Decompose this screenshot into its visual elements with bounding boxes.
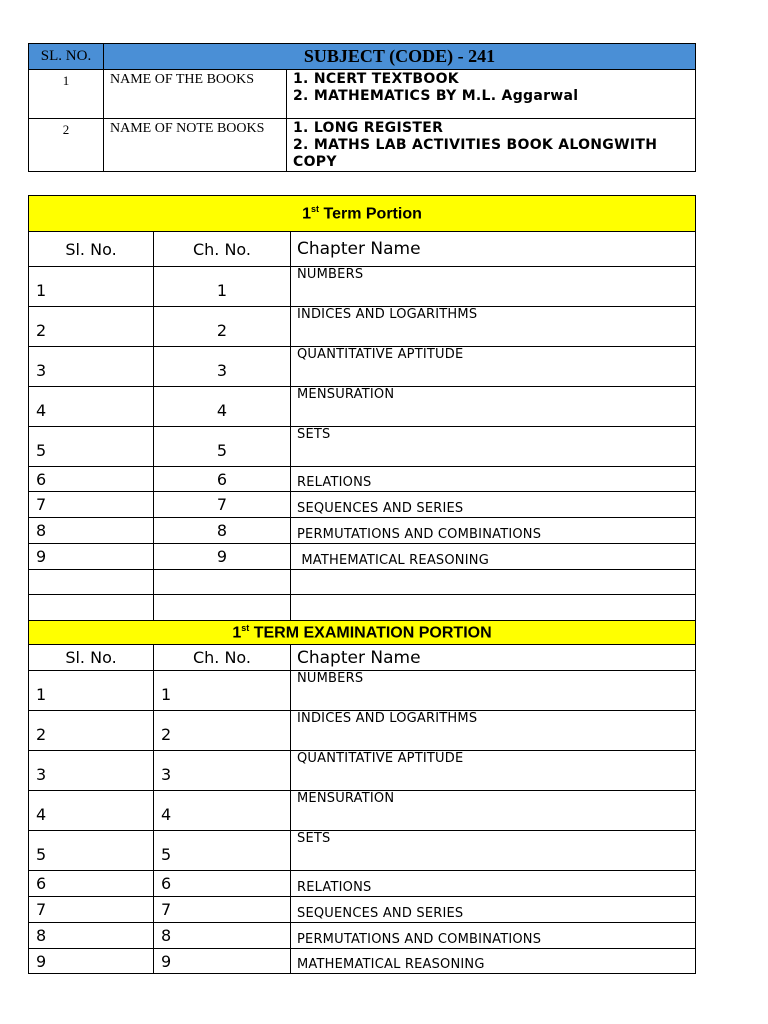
col-sl-no: Sl. No.	[29, 645, 154, 671]
table-row	[29, 949, 696, 974]
books-row-label: NAME OF THE BOOKS	[104, 70, 287, 119]
sl-no-cell: 7	[29, 492, 154, 518]
ch-no-cell: 5	[154, 427, 291, 467]
sl-no-cell: 8	[29, 923, 154, 949]
table-row	[29, 492, 696, 518]
ch-no-cell: 4	[154, 791, 291, 831]
ch-no-cell: 2	[154, 711, 291, 751]
chapter-name-cell: MENSURATION	[291, 387, 696, 427]
chapter-name-cell: SEQUENCES AND SERIES	[291, 897, 696, 923]
sl-no-cell: 8	[29, 518, 154, 544]
sl-no-cell: 9	[29, 949, 154, 974]
table-row	[29, 871, 696, 897]
ch-no-cell: 2	[154, 307, 291, 347]
chapter-name-cell: INDICES AND LOGARITHMS	[291, 307, 696, 347]
sl-no-cell: 5	[29, 831, 154, 871]
ch-no-cell: 3	[154, 347, 291, 387]
sl-no-cell: 4	[29, 387, 154, 427]
sl-no-cell: 3	[29, 347, 154, 387]
exam-portion-table	[28, 620, 696, 974]
ch-no-cell: 7	[154, 897, 291, 923]
sl-no-cell: 6	[29, 467, 154, 492]
sl-no-cell: 3	[29, 751, 154, 791]
table-row	[29, 544, 696, 570]
table-row	[29, 518, 696, 544]
ch-no-cell: 1	[154, 267, 291, 307]
exam-portion-column-header	[29, 645, 696, 671]
header-subject-code: SUBJECT (CODE) - 241	[104, 44, 696, 70]
sl-no-cell: 5	[29, 427, 154, 467]
books-row	[29, 119, 696, 172]
empty-row	[29, 570, 696, 595]
table-row	[29, 347, 696, 387]
table-row	[29, 897, 696, 923]
book-item: 1. NCERT TEXTBOOK	[293, 71, 459, 87]
table-row	[29, 427, 696, 467]
sl-no-cell: 9	[29, 544, 154, 570]
term-portion-title-row	[29, 196, 696, 232]
chapter-name-cell: PERMUTATIONS AND COMBINATIONS	[291, 923, 696, 949]
empty-row	[29, 595, 696, 621]
book-item: 2. MATHEMATICS BY M.L. Aggarwal	[293, 88, 579, 104]
ch-no-cell: 7	[154, 492, 291, 518]
notebook-item: 1. LONG REGISTER	[293, 120, 444, 136]
books-row-items	[287, 119, 696, 172]
ch-no-cell: 8	[154, 923, 291, 949]
chapter-name-cell: SETS	[291, 427, 696, 467]
col-sl-no: Sl. No.	[29, 232, 154, 267]
col-ch-no: Ch. No.	[154, 232, 291, 267]
col-chapter-name: Chapter Name	[291, 645, 696, 671]
ch-no-cell: 1	[154, 671, 291, 711]
col-ch-no: Ch. No.	[154, 645, 291, 671]
ch-no-cell: 6	[154, 467, 291, 492]
chapter-name-cell: MENSURATION	[291, 791, 696, 831]
table-row	[29, 387, 696, 427]
books-row-label: NAME OF NOTE BOOKS	[104, 119, 287, 172]
chapter-name-cell: NUMBERS	[291, 267, 696, 307]
books-row-num: 2	[29, 119, 104, 172]
books-row-num: 1	[29, 70, 104, 119]
ch-no-cell: 8	[154, 518, 291, 544]
chapter-name-cell: MATHEMATICAL REASONING	[291, 949, 696, 974]
chapter-name-cell: RELATIONS	[291, 467, 696, 492]
table-row	[29, 307, 696, 347]
table-row	[29, 791, 696, 831]
chapter-name-cell: RELATIONS	[291, 871, 696, 897]
exam-portion-title: 1st TERM EXAMINATION PORTION	[29, 621, 696, 645]
table-row	[29, 751, 696, 791]
col-chapter-name: Chapter Name	[291, 232, 696, 267]
sl-no-cell: 4	[29, 791, 154, 831]
chapter-name-cell: INDICES AND LOGARITHMS	[291, 711, 696, 751]
table-row	[29, 671, 696, 711]
table-row	[29, 831, 696, 871]
notebook-item: 2. MATHS LAB ACTIVITIES BOOK ALONGWITH COPY	[293, 137, 658, 170]
sl-no-cell: 1	[29, 267, 154, 307]
sl-no-cell: 2	[29, 711, 154, 751]
ch-no-cell: 9	[154, 949, 291, 974]
table-row	[29, 711, 696, 751]
sl-no-cell: 7	[29, 897, 154, 923]
table-row	[29, 923, 696, 949]
chapter-name-cell: QUANTITATIVE APTITUDE	[291, 347, 696, 387]
term-portion-title: 1st Term Portion	[29, 196, 696, 232]
chapter-name-cell: NUMBERS	[291, 671, 696, 711]
sl-no-cell: 6	[29, 871, 154, 897]
sl-no-cell: 2	[29, 307, 154, 347]
ch-no-cell: 3	[154, 751, 291, 791]
chapter-name-cell: PERMUTATIONS AND COMBINATIONS	[291, 518, 696, 544]
sl-no-cell: 1	[29, 671, 154, 711]
books-row-items	[287, 70, 696, 119]
header-sl-no: SL. NO.	[29, 44, 104, 70]
books-header-row	[29, 44, 696, 70]
books-row	[29, 70, 696, 119]
ch-no-cell: 6	[154, 871, 291, 897]
ch-no-cell: 9	[154, 544, 291, 570]
books-table	[28, 43, 696, 172]
chapter-name-cell: MATHEMATICAL REASONING	[291, 544, 696, 570]
chapter-name-cell: QUANTITATIVE APTITUDE	[291, 751, 696, 791]
ch-no-cell: 5	[154, 831, 291, 871]
table-row	[29, 267, 696, 307]
chapter-name-cell: SETS	[291, 831, 696, 871]
term-portion-column-header	[29, 232, 696, 267]
chapter-name-cell: SEQUENCES AND SERIES	[291, 492, 696, 518]
exam-portion-title-row	[29, 621, 696, 645]
term-portion-table	[28, 195, 696, 621]
ch-no-cell: 4	[154, 387, 291, 427]
table-row	[29, 467, 696, 492]
